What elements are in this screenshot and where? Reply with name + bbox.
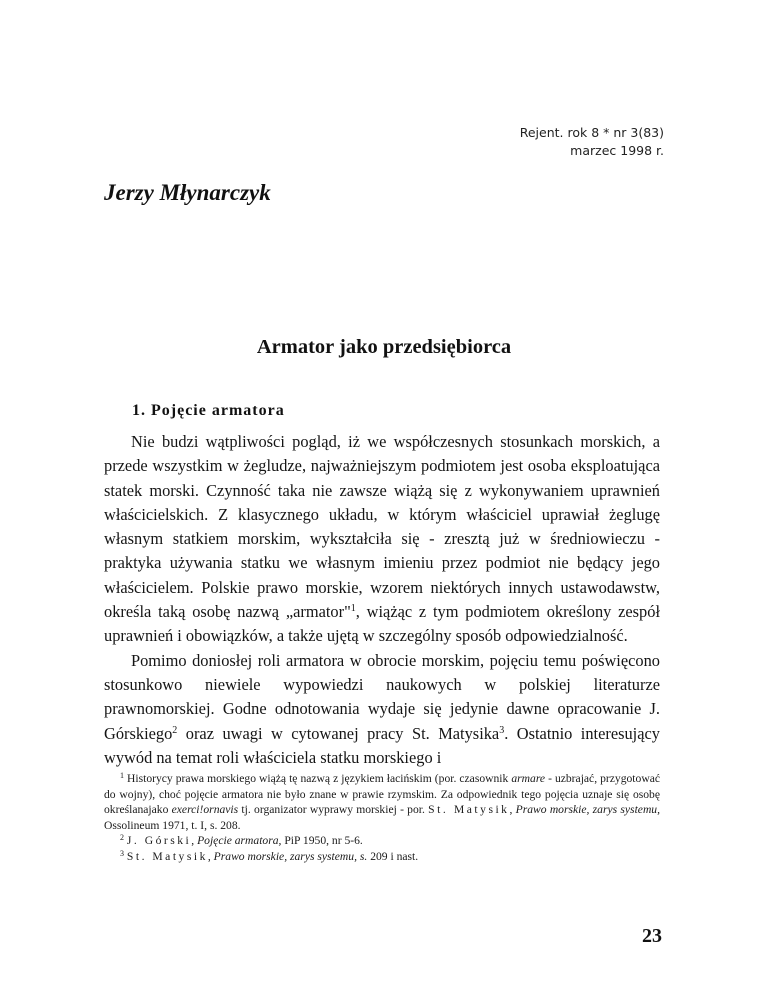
footnote-1: $^1$ Historycy prawa morskiego wiążą tę nazwą z językiem łacińskim (por. czasownik armare - uzbrajać, przygotować do wojny), choć pojęcie armatora nie było znane w prawie rzymskim. Za odpowiednik tego pojęcia uznaje się osobę określanajako exerci!ornavis tj. organizator wyprawy morskiej - por. St. Matysik, Prawo morskie, zarys systemu, Ossolineum 1971, t. I, s. 208.	[104, 771, 661, 832]
footnote-3: $^3$ St. Matysik, Prawo morskie, zarys systemu, s. 209 i nast.	[120, 848, 419, 863]
footnote-ref-1[interactable]: 1	[350, 603, 356, 615]
footnote-2: $^2$ J. Górski, Pojęcie armatora, PiP 1950, nr 5-6.	[120, 833, 363, 848]
journal-date-line: marzec 1998 r.	[570, 143, 664, 158]
footnote-ref-3[interactable]: 3	[499, 724, 505, 736]
page-number: 23	[642, 925, 662, 947]
paragraph-1: Nie budzi wątpliwości pogląd, iż we współczesnych stosunkach morskich, a przede wszystkim w żegludze, najważniejszym podmiotem jest osoba eksploatująca statek morski. Czynność taka nie zawsze wiążą się z wykonywaniem uprawnień właścicielskich. Z klasycznego układu, w którym właściciel uprawiał żeglugę własnym statkiem morskim, wykształciła się - zresztą już w średniowieczu - praktyka używania statku we własnym imieniu przez podmiot nie będący jego właścicielem. Polskie prawo morskie, wzorem niektórych innych ustawodawstw, określa taką osobę nazwą „armator"$^1$, wiążąc z tym podmiotem określony zespół uprawnień i obowiązków, a także ujętą w szczególny sposób odpowiedzialność.	[104, 432, 660, 646]
footnote-ref-2[interactable]: 2	[172, 724, 178, 736]
journal-header	[520, 124, 664, 160]
section-heading: 1. Pojęcie armatora	[132, 402, 285, 419]
paragraph-2: Pomimo doniosłej roli armatora w obrocie morskim, pojęciu temu poświęcono stosunkowo niewiele wypowiedzi naukowych w polskiej literaturze prawnomorskiej. Godne odnotowania wydaje się jedynie dawne opracowanie J. Górskiego$^2$ oraz uwagi w cytowanej pracy St. Matysika$^3$. Ostatnio interesujący wywód na temat roli właściciela statku morskiego i	[104, 650, 660, 767]
journal-issue-line: Rejent. rok 8 * nr 3(83)	[519, 125, 664, 140]
article-body	[104, 430, 660, 770]
footnotes	[104, 771, 660, 865]
article-title: Armator jako przedsiębiorca	[256, 336, 512, 358]
author-name: Jerzy Młynarczyk	[104, 180, 271, 205]
